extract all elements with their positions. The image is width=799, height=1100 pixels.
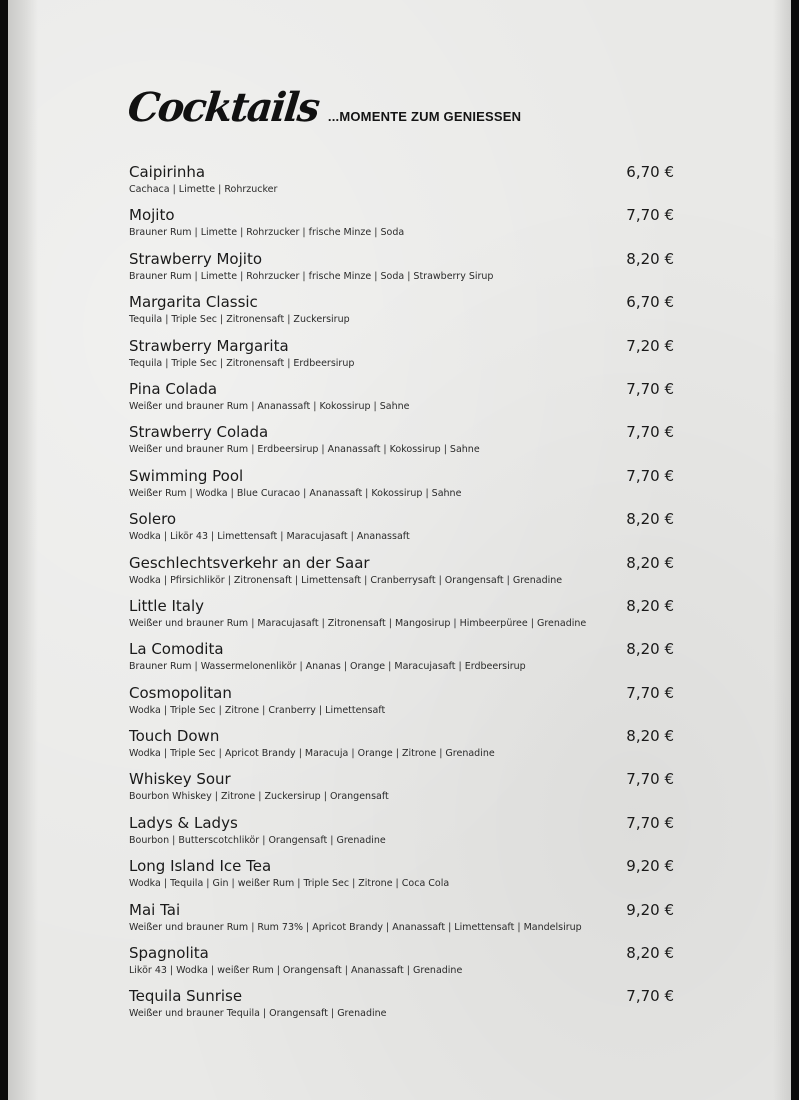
menu-item [129,944,674,987]
menu-item [129,814,674,857]
cocktail-ingredients: Wodka | Pfirsichlikör | Zitronensaft | Limettensaft | Cranberrysaft | Orangensaft | Grenadine [129,574,563,586]
cocktail-name: Tequila Sunrise [129,987,243,1006]
cocktail-price: 7,70 € [626,206,674,225]
cocktail-price: 8,20 € [626,596,674,615]
cocktail-name: Swimming Pool [129,466,244,485]
cocktail-name: Ladys & Ladys [129,813,238,832]
cocktail-name: Geschlechtsverkehr an der Saar [129,553,370,572]
cocktail-name: Mojito [129,206,175,225]
cocktail-name: Long Island Ice Tea [129,857,272,876]
cocktail-ingredients: Brauner Rum | Wassermelonenlikör | Ananas | Orange | Maracujasaft | Erdbeersirup [129,661,526,673]
cocktail-ingredients: Tequila | Triple Sec | Zitronensaft | Erdbeersirup [129,357,355,369]
menu-item [129,423,674,466]
menu-item [129,640,674,683]
menu-item [129,987,674,1030]
cocktail-price: 7,70 € [626,379,674,398]
menu-item [129,597,674,640]
cocktail-ingredients: Bourbon | Butterscotchlikör | Orangensaft | Grenadine [129,834,386,846]
cocktail-name: Strawberry Margarita [129,336,289,355]
cocktail-ingredients: Cachaca | Limette | Rohrzucker [129,184,278,195]
cocktail-name: Caipirinha [129,163,206,181]
cocktail-ingredients: Weißer und brauner Rum | Ananassaft | Kokossirup | Sahne [129,400,410,412]
menu-item [129,770,674,813]
cocktail-list [129,163,674,1031]
menu-item [129,337,674,380]
cocktail-ingredients: Wodka | Triple Sec | Apricot Brandy | Maracuja | Orange | Zitrone | Grenadine [129,748,495,760]
cocktail-price: 7,70 € [626,466,674,485]
menu-item [129,857,674,900]
cocktail-name: Mai Tai [129,900,181,919]
cocktail-price: 7,70 € [626,770,674,789]
cocktail-ingredients: Tequila | Triple Sec | Zitronensaft | Zuckersirup [129,314,350,326]
cocktail-ingredients: Wodka | Triple Sec | Zitrone | Cranberry | Limettensaft [129,704,386,716]
cocktail-price: 7,70 € [626,683,674,702]
cocktail-ingredients: Weißer und brauner Rum | Erdbeersirup | Ananassaft | Kokossirup | Sahne [129,444,480,456]
menu-item [129,554,674,597]
cocktail-price: 8,20 € [626,249,674,268]
cocktail-name: Pina Colada [129,379,218,398]
menu-subtitle: ...MOMENTE ZUM GENIESSEN [327,109,522,124]
menu-header [125,84,522,131]
cocktail-price: 8,20 € [626,640,674,659]
cocktail-name: Margarita Classic [129,293,258,312]
menu-item [129,293,674,336]
cocktail-ingredients: Wodka | Tequila | Gin | weißer Rum | Triple Sec | Zitrone | Coca Cola [129,878,450,890]
cocktail-ingredients: Likör 43 | Wodka | weißer Rum | Orangensaft | Ananassaft | Grenadine [129,965,463,977]
cocktail-ingredients: Brauner Rum | Limette | Rohrzucker | frische Minze | Soda | Strawberry Sirup [129,270,494,282]
cocktail-price: 7,20 € [626,336,674,355]
cocktail-price: 8,20 € [626,727,674,746]
cocktail-name: Spagnolita [129,944,209,963]
menu-item [129,163,674,206]
cocktail-name: Cosmopolitan [129,683,232,702]
cocktail-price: 9,20 € [626,900,674,919]
cocktail-price: 6,70 € [626,163,674,181]
menu-item [129,206,674,249]
cocktails-logo: Cocktails [125,84,321,131]
cocktail-price: 8,20 € [626,553,674,572]
cocktail-name: Strawberry Mojito [129,249,263,268]
cocktail-price: 7,70 € [626,813,674,832]
cocktail-price: 8,20 € [626,944,674,963]
cocktail-price: 7,70 € [626,987,674,1006]
cocktail-ingredients: Weißer Rum | Wodka | Blue Curacao | Ananassaft | Kokossirup | Sahne [129,487,462,499]
menu-item [129,510,674,553]
cocktail-price: 9,20 € [626,857,674,876]
cocktail-name: Strawberry Colada [129,423,269,442]
menu-item [129,727,674,770]
menu-page [8,0,791,1100]
cocktail-ingredients: Weißer und brauner Rum | Maracujasaft | Zitronensaft | Mangosirup | Himbeerpüree | Grenadine [129,617,587,629]
cocktail-ingredients: Wodka | Likör 43 | Limettensaft | Maracujasaft | Ananassaft [129,531,410,543]
cocktail-name: Touch Down [129,727,220,746]
cocktail-ingredients: Weißer und brauner Rum | Rum 73% | Apricot Brandy | Ananassaft | Limettensaft | Mandelsirup [129,921,582,933]
cocktail-ingredients: Bourbon Whiskey | Zitrone | Zuckersirup | Orangensaft [129,791,389,803]
cocktail-name: Solero [129,510,177,529]
menu-item [129,901,674,944]
menu-item [129,380,674,423]
menu-item [129,250,674,293]
cocktail-price: 7,70 € [626,423,674,442]
menu-item [129,684,674,727]
cocktail-ingredients: Brauner Rum | Limette | Rohrzucker | frische Minze | Soda [129,227,405,239]
cocktail-price: 8,20 € [626,510,674,529]
cocktail-name: Little Italy [129,596,204,615]
cocktail-name: Whiskey Sour [129,770,231,789]
cocktail-name: La Comodita [129,640,224,659]
cocktail-price: 6,70 € [626,293,674,312]
menu-item [129,467,674,510]
cocktail-ingredients: Weißer und brauner Tequila | Orangensaft | Grenadine [129,1008,387,1020]
